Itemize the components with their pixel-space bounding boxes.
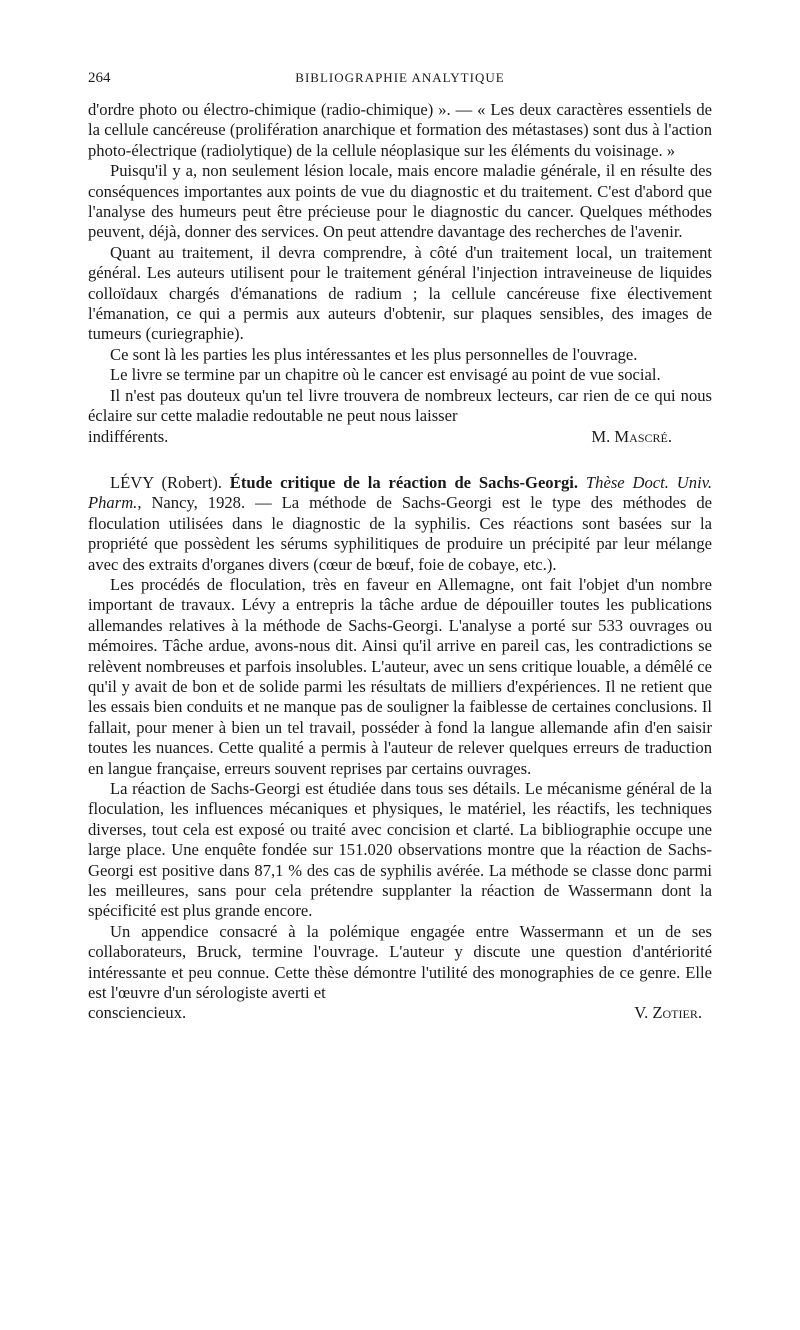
paragraph-end: consciencieux. xyxy=(88,1003,187,1023)
review-levy xyxy=(88,473,712,1024)
paragraph: Puisqu'il y a, non seulement lésion locale, mais encore maladie générale, il en résulte des conséquences importantes aux points de vue du diagnostic et du traitement. C'est d'abord que l'analyse des humeurs peut être précieuse pour le diagnostic du cancer. Quelques méthodes peuvent, déjà, donner des services. On peut attendre davantage des recherches de l'avenir. xyxy=(88,161,712,242)
paragraph: Un appendice consacré à la polémique engagée entre Wassermann et un de ses collaborateurs, Bruck, termine l'ouvrage. L'auteur y discute une question d'antériorité intéressante et peu connue. Cette thèse démontre l'utilité des monographies de ce genre. Elle est l'œuvre d'un sérologiste averti et xyxy=(88,921,712,1003)
paragraph: Ce sont là les parties les plus intéressantes et les plus personnelles de l'ouvrage. xyxy=(110,344,638,364)
running-header xyxy=(88,70,712,100)
entry-text: , Nancy, 1928. — La méthode de Sachs-Georgi est le type des méthodes de floculation utilisées dans le diagnostic de la syphilis. Ces réactions sont basées sur la propriété que possèdent les sérums syphilitiques de produire un précipité par leur mélange avec des extraits d'organes divers (cœur de bœuf, foie de cobaye, etc.). xyxy=(88,493,712,574)
page xyxy=(88,70,712,1024)
paragraph: Le livre se termine par un chapitre où le cancer est envisagé au point de vue social. xyxy=(110,365,661,385)
review-cancer xyxy=(88,100,712,447)
entry-heading xyxy=(88,473,712,575)
paragraph: La réaction de Sachs-Georgi est étudiée dans tous ses détails. Le mécanisme général de la floculation, les influences mécaniques et physiques, le matériel, les réactifs, les techniques diverses, tout cela est exposé ou traité avec concision et clarté. La bibliographie occupe une large place. Une enquête fondée sur 151.020 observations montre que la réaction de Sachs-Georgi est positive dans 87,1 % des cas de syphilis avérée. La méthode se classe donc parmi les meilleures, sans pour cela prétendre supplanter la réaction de Wassermann dont la spécificité est plus grande encore. xyxy=(88,779,712,921)
reviewer-signature: V. Zotier. xyxy=(634,1003,702,1023)
running-title: BIBLIOGRAPHIE ANALYTIQUE xyxy=(295,70,505,85)
page-number: 264 xyxy=(88,70,111,86)
paragraph: Quant au traitement, il devra comprendre, à côté d'un traitement local, un traitement général. Les auteurs utilisent pour le traitement général l'injection intraveineuse de liquides colloïdaux chargés d'émanations de radium ; la cellule cancéreuse fixe électivement l'émanation, ce qui a permis aux auteurs d'obtenir, sur plaques sensibles, des images de tumeurs (curiegraphie). xyxy=(88,242,712,344)
paragraph-end: indifférents. xyxy=(88,426,169,446)
entry-title: Étude critique de la réaction de Sachs-Georgi. xyxy=(229,472,579,492)
paragraph: d'ordre photo ou électro-chimique (radio-chimique) ». — « Les deux caractères essentiels de la cellule cancéreuse (prolifération anarchique et formation des métastases) sont dus à l'action photo-électrique (radiolytique) de la cellule néoplasique sur les éléments du voisinage. » xyxy=(88,100,712,160)
signature-line xyxy=(88,1003,712,1023)
reviewer-signature: M. Mascré. xyxy=(591,426,672,446)
paragraph: Les procédés de floculation, très en faveur en Allemagne, ont fait l'objet d'un nombre important de travaux. Lévy a entrepris la tâche ardue de dépouiller toutes les publications allemandes relatives à la méthode de Sachs-Georgi. L'analyse a porté sur 533 ouvrages ou mémoires. Tâche ardue, avons-nous dit. Ainsi qu'il arrive en pareil cas, les contradictions se relèvent nombreuses et parfois insolubles. L'auteur, avec un sens critique louable, a démêlé ce qu'il y avait de bon et de solide parmi les résultats de milliers d'expériences. Il ne retient que les essais bien conduits et ne manque pas de souligner la faiblesse de certaines conclusions. Il fallait, pour mener à bien un tel travail, posséder à fond la langue allemande afin d'en saisir toutes les nuances. Cette qualité a permis à l'auteur de relever quelques erreurs de traduction en langue française, erreurs souvent reprises par certains ouvrages. xyxy=(88,574,712,778)
paragraph: Il n'est pas douteux qu'un tel livre trouvera de nombreux lecteurs, car rien de ce qui nous éclaire sur cette maladie redoutable ne peut nous laisser xyxy=(88,385,712,426)
signature-line xyxy=(88,427,712,447)
entry-author: LÉVY (Robert). xyxy=(110,472,222,492)
entry-citation: Thèse Doct. Univ. Pharm. xyxy=(88,472,712,513)
